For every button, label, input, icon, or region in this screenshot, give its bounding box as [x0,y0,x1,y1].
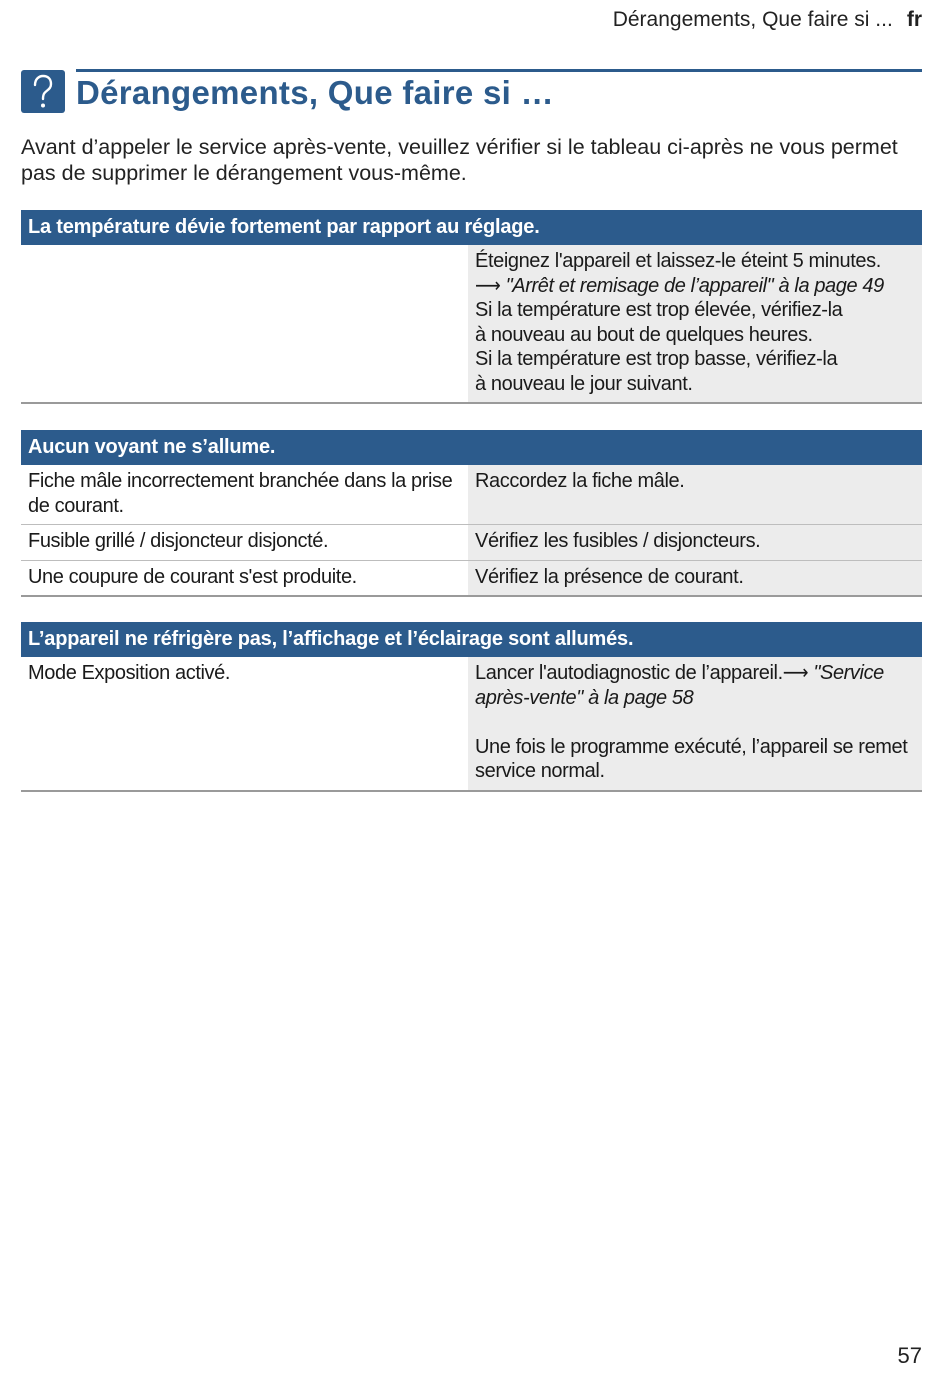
running-header [613,8,922,32]
table-row [21,525,922,561]
solution-cell [468,245,922,402]
solution-cell [468,657,922,790]
table-row [21,561,922,598]
running-header-title: Dérangements, Que faire si ... [612,8,893,31]
solution-line: à nouveau le jour suivant. [475,372,693,395]
title-rule [76,69,922,72]
page-title: Dérangements, Que faire si … [76,74,554,111]
page-reference-text: "Arrêt et remisage de l’appareil" à la page 49 [505,274,884,297]
problem-cell: Mode Exposition activé. [21,657,468,790]
solution-line: à nouveau au bout de quelques heures. [475,323,813,346]
solution-cell: Vérifiez la présence de courant. [468,561,922,596]
problem-cell: Une coupure de courant s'est produite. [21,561,468,596]
troubleshoot-table-no-cooling [21,622,922,792]
solution-line: Une fois le programme exécuté, l’appareil se remet service normal. [475,735,908,782]
solution-cell: Raccordez la fiche mâle. [468,465,922,524]
solution-cell: Vérifiez les fusibles / disjoncteurs. [468,525,922,560]
page-reference-text: "Service après-vente" à la page 58 [475,662,884,709]
section-header: L’appareil ne réfrigère pas, l’affichage et l’éclairage sont allumés. [21,622,922,657]
troubleshoot-table-temperature [21,210,922,404]
solution-line: Si la température est trop élevée, vérifiez-la [475,299,843,321]
language-code: fr [906,8,922,31]
page-number: 57 [897,1343,922,1368]
page-reference[interactable] [475,274,914,299]
problem-cell: Fusible grillé / disjoncteur disjoncté. [21,525,468,560]
help-question-icon [21,70,65,113]
solution-text: Lancer l'autodiagnostic de l’appareil. [475,662,783,684]
problem-cell: Fiche mâle incorrectement branchée dans la prise de courant. [21,465,468,524]
table-row [21,245,922,404]
arrow-right-icon: ⟶ [475,274,501,297]
solution-line: Si la température est trop basse, vérifiez-la [475,348,838,370]
intro-paragraph: Avant d’appeler le service après-vente, veuillez vérifier si le tableau ci-après ne vous permet pas de supprimer le dérangement vous-même. [21,135,898,185]
solution-line [475,661,914,710]
section-header: La température dévie fortement par rapport au réglage. [21,210,922,245]
table-row [21,657,922,792]
spacer [475,710,914,735]
troubleshoot-table-no-indicator [21,430,922,597]
solution-line: Éteignez l'appareil et laissez-le éteint 5 minutes. [475,250,881,272]
table-row [21,465,922,525]
arrow-right-icon: ⟶ [782,662,809,684]
problem-cell [21,245,468,402]
section-header: Aucun voyant ne s’allume. [21,430,922,465]
